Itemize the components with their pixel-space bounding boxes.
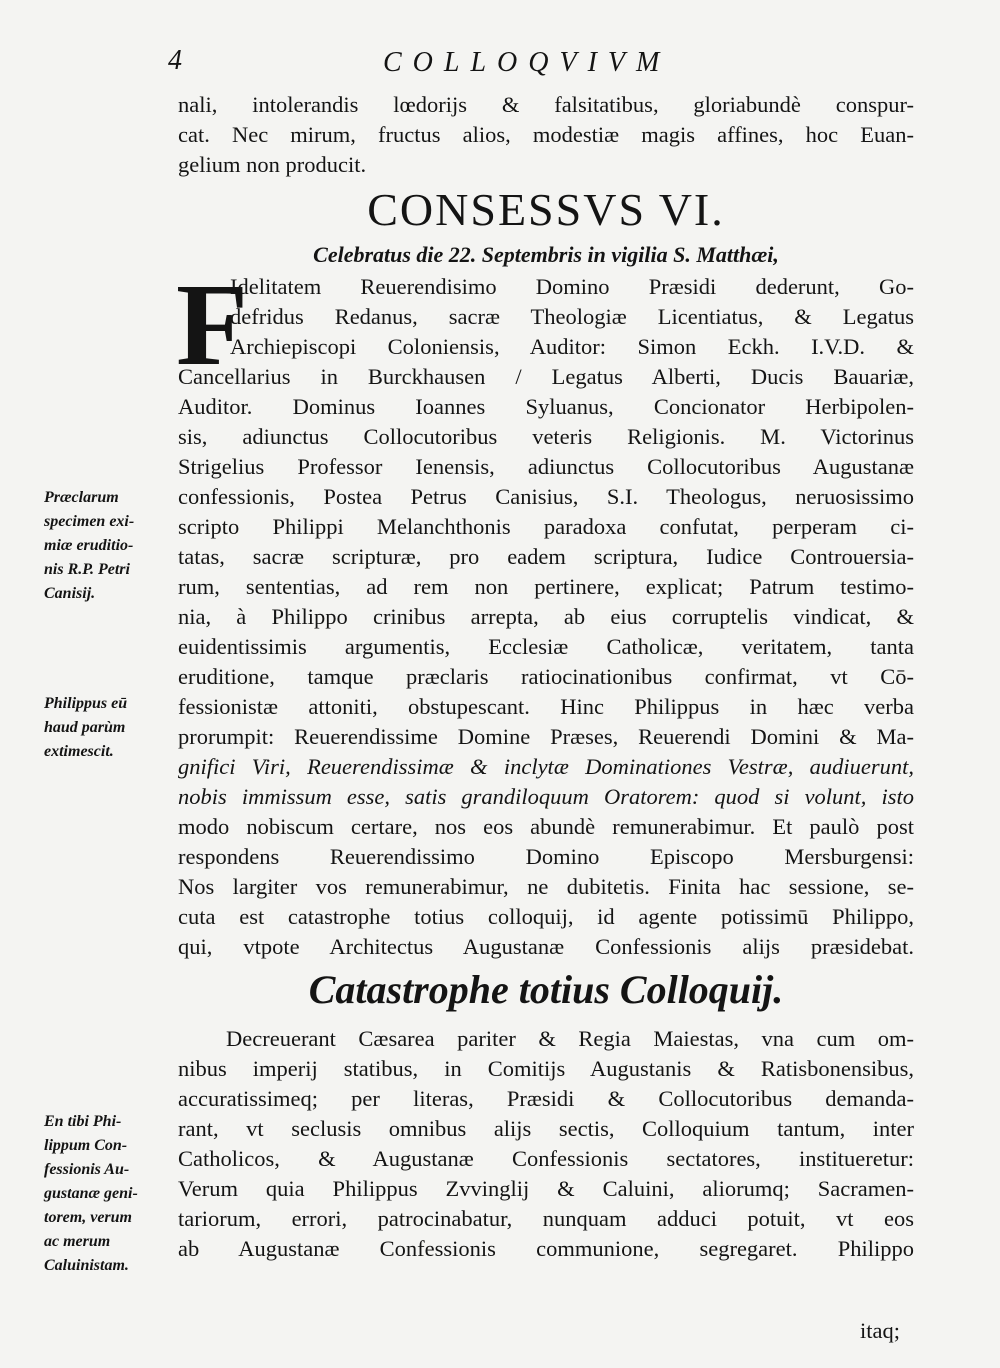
text-line: Idelitatem Reuerendisimo Domino Præsidi dederunt, Go- <box>230 274 914 299</box>
margin-note-philippus <box>44 692 172 764</box>
text-line: accuratissimeq; per literas, Præsidi & Collocutoribus demanda- <box>178 1086 914 1111</box>
margin-note-line: extimescit. <box>44 743 114 760</box>
margin-note-line: nis R.P. Petri <box>44 561 130 578</box>
margin-note-canisius <box>44 486 172 606</box>
text-line: tatas, sacræ scripturæ, pro eadem scriptura, Iudice Controuersia- <box>178 544 914 569</box>
text-line: respondens Reuerendissimo Domino Episcopo Mersburgensi: <box>178 844 914 869</box>
text-line: nali, intolerandis lœdorijs & falsitatibus, gloriabundè conspur- <box>178 92 914 117</box>
text-line: prorumpit: Reuerendissime Domine Præses, Reuerendi Domini & Ma- <box>178 724 914 749</box>
margin-note-line: haud parùm <box>44 719 126 736</box>
text-line: cuta est catastrophe totius colloquij, id agente potissimū Philippo, <box>178 904 914 929</box>
text-line: scripto Philippi Melanchthonis paradoxa confutat, perperam ci- <box>178 514 914 539</box>
text-line: Decreuerant Cæsarea pariter & Regia Maiestas, vna cum om- <box>226 1026 914 1051</box>
text-line: tariorum, errori, patrocinabatur, nunquam adduci potuit, vt eos <box>178 1206 914 1231</box>
text-line: Strigelius Professor Ienensis, adiunctus Collocutoribus Augustanæ <box>178 454 914 479</box>
text-line: Auditor. Dominus Ioannes Syluanus, Concionator Herbipolen- <box>178 394 914 419</box>
text-line: euidentissimis argumentis, Ecclesiæ Catholicæ, veritatem, tanta <box>178 634 914 659</box>
running-head <box>168 45 928 81</box>
margin-note-line: En tibi Phi- <box>44 1113 122 1130</box>
margin-note-line: lippum Con- <box>44 1137 128 1154</box>
text-line: gelium non producit. <box>178 152 367 177</box>
margin-note-line: torem, verum <box>44 1209 132 1226</box>
text-line: sis, adiunctus Collocutoribus veteris Religionis. M. Victorinus <box>178 424 914 449</box>
margin-note-line: fessionis Au- <box>44 1161 130 1178</box>
margin-note-line: Præclarum <box>44 489 119 506</box>
text-line: Archiepiscopi Coloniensis, Auditor: Simon Eckh. I.V.D. & <box>230 334 914 359</box>
margin-note-line: ac merum <box>44 1233 111 1250</box>
opening-text <box>178 90 914 180</box>
text-line: gnifici Viri, Reuerendissimæ & inclytæ Dominationes Vestræ, audiuerunt, <box>178 754 914 779</box>
text-line: defridus Redanus, sacræ Theologiæ Licentiatus, & Legatus <box>230 304 914 329</box>
paragraph-1 <box>178 272 914 962</box>
margin-note-line: gustanæ geni- <box>44 1185 138 1202</box>
section-heading: Catastrophe totius Colloquij. <box>308 967 784 1012</box>
text-line: modo nobiscum certare, nos eos abundè remunerabimur. Et paulò post <box>178 814 914 839</box>
margin-note-line: specimen exi- <box>44 513 135 530</box>
text-line: rum, sententias, ad rem non pertinere, explicat; Patrum testimo- <box>178 574 914 599</box>
text-line: ab Augustanæ Confessionis communione, segregaret. Philippo <box>178 1236 914 1261</box>
text-line: nibus imperij statibus, in Comitijs Augustanis & Ratisbonensibus, <box>178 1056 914 1081</box>
margin-note-line: miæ eruditio- <box>44 537 134 554</box>
catchword: itaq; <box>860 1318 900 1343</box>
text-line: eruditione, tamque præclaris ratiocinationibus confirmat, vt Cō- <box>178 664 914 689</box>
margin-note-line: Philippus eū <box>44 695 128 712</box>
margin-note-line: Caluinistam. <box>44 1257 129 1274</box>
session-subtitle: Celebratus die 22. Septembris in vigilia S. Matthæi, <box>313 242 779 267</box>
text-line: cat. Nec mirum, fructus alios, modestiæ magis affines, hoc Euan- <box>178 122 914 147</box>
text-line: Catholicos, & Augustanæ Confessionis sectatores, institueretur: <box>178 1146 914 1171</box>
text-line: Cancellarius in Burckhausen / Legatus Alberti, Ducis Bauariæ, <box>178 364 914 389</box>
text-line: nobis immissum esse, satis grandiloquum Oratorem: quod si volunt, isto <box>178 784 914 809</box>
paragraph-2 <box>178 1024 914 1264</box>
text-line: fessionistæ attoniti, obstupescant. Hinc Philippus in hæc verba <box>178 694 914 719</box>
page-number: 4 <box>168 45 182 76</box>
drop-cap: F <box>176 259 249 390</box>
text-line: Nos largiter vos remunerabimur, ne dubitetis. Finita hac sessione, se- <box>178 874 914 899</box>
margin-note-line: Canisij. <box>44 585 96 602</box>
text-line: Verum quia Philippus Zvvinglij & Caluini, aliorumq; Sacramen- <box>178 1176 914 1201</box>
session-heading: CONSESSVS VI. <box>367 184 725 235</box>
text-line: nia, à Philippo crinibus arrepta, ab eius corruptelis vindicat, & <box>178 604 914 629</box>
margin-note-caluinistam <box>44 1110 172 1278</box>
text-line: rant, vt seclusis omnibus alijs sectis, Colloquium tantum, inter <box>178 1116 914 1141</box>
text-line: qui, vtpote Architectus Augustanæ Confessionis alijs præsidebat. <box>178 934 914 959</box>
text-line: confessionis, Postea Petrus Canisius, S.I. Theologus, neruosissimo <box>178 484 914 509</box>
running-title: COLLOQVIVM <box>383 47 671 78</box>
